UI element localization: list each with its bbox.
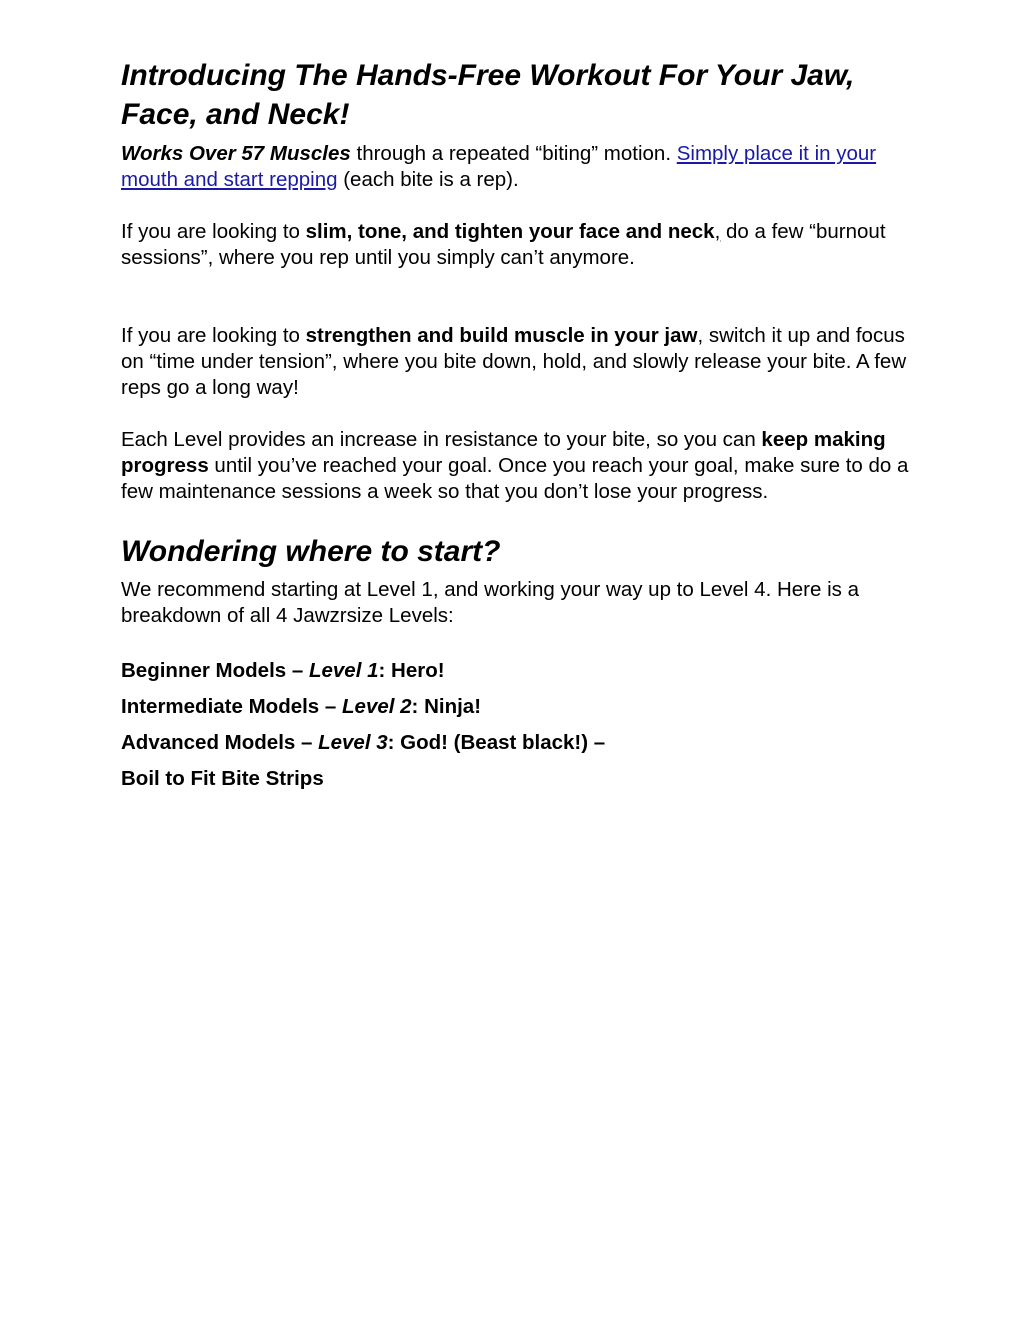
level-number: Level 3 — [318, 731, 388, 754]
levels-intro-highlight: keep making progress — [121, 428, 886, 477]
slim-highlight: slim, tone, and tighten your face and neck — [305, 220, 715, 243]
strength-paragraph — [121, 323, 921, 401]
page-title: Introducing The Hands-Free Workout For Your Jaw, Face, and Neck! — [121, 59, 855, 131]
level-item-3 — [121, 730, 921, 756]
levels-intro-lead: Each Level provides an increase in resistance to your bite, so you can — [121, 428, 762, 451]
slim-rest: do a few “burnout sessions”, where you rep until you simply can’t anymore. — [121, 220, 886, 269]
intro-text: through a repeated “biting” motion. — [350, 142, 677, 165]
level-name: : God! (Beast black!) – — [387, 731, 606, 754]
strength-highlight: strengthen and build muscle in your jaw — [305, 324, 698, 347]
intro-text-end: (each bite is a rep). — [337, 168, 519, 191]
level-model: Advanced Models – — [121, 731, 319, 754]
level-number: Level 1 — [308, 659, 379, 682]
intro-paragraph — [121, 141, 921, 193]
level-model: Intermediate Models – — [121, 695, 343, 718]
slim-paragraph — [121, 219, 921, 271]
level-name: : Hero! — [378, 659, 445, 682]
slim-lead: If you are looking to — [121, 220, 306, 243]
simply-place-link[interactable]: Simply place it in your mouth and start repping — [121, 142, 877, 191]
level-item-1 — [121, 658, 921, 684]
muscles-highlight: Works Over 57 Muscles — [121, 142, 351, 165]
levels-intro-paragraph — [121, 427, 921, 505]
level-model: Beginner Models – — [121, 659, 309, 682]
strength-rest: , switch it up and focus on “time under tension”, where you bite down, hold, and slowly release your bite. A few reps go a long way! — [121, 324, 907, 399]
bite-strips-item: Boil to Fit Bite Strips — [121, 767, 324, 790]
level-item-2 — [121, 694, 921, 720]
document-page — [121, 56, 921, 802]
levels-list — [121, 658, 921, 792]
level-number: Level 2 — [342, 695, 412, 718]
level-name: : Ninja! — [411, 695, 482, 718]
slim-comma: , — [714, 220, 721, 243]
levels-intro-rest: until you’ve reached your goal. Once you reach your goal, make sure to do a few maintenance sessions a week so that you don’t lose your progress. — [121, 454, 909, 503]
recommend-paragraph: We recommend starting at Level 1, and working your way up to Level 4. Here is a breakdown of all 4 Jawzrsize Levels: — [121, 578, 859, 627]
start-heading: Wondering where to start? — [121, 535, 501, 568]
strength-lead: If you are looking to — [121, 324, 306, 347]
